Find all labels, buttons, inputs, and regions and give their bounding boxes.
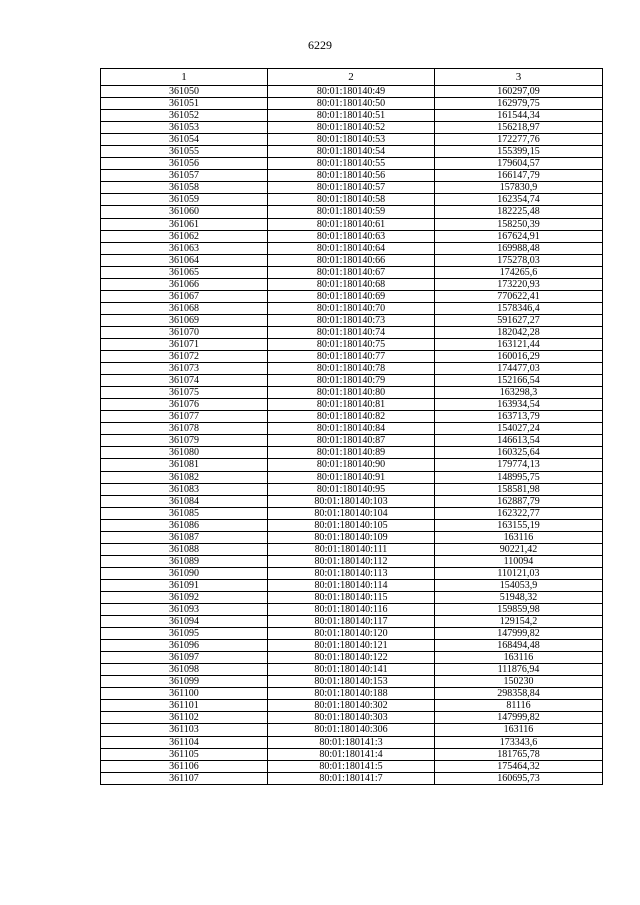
table-cell-col1: 361055: [101, 146, 268, 158]
table-cell-col2: 80:01:180140:50: [268, 98, 435, 110]
table-cell-col1: 361072: [101, 351, 268, 363]
table-cell-col2: 80:01:180140:306: [268, 724, 435, 736]
table-cell-col3: 162979,75: [435, 98, 603, 110]
table-cell-col1: 361105: [101, 748, 268, 760]
table-cell-col2: 80:01:180140:116: [268, 604, 435, 616]
table-cell-col3: 161544,34: [435, 110, 603, 122]
table-cell-col2: 80:01:180140:103: [268, 495, 435, 507]
table-cell-col1: 361052: [101, 110, 268, 122]
table-cell-col3: 770622,41: [435, 290, 603, 302]
table-cell-col3: 160016,29: [435, 351, 603, 363]
table-cell-col1: 361093: [101, 604, 268, 616]
table-row: [101, 278, 603, 290]
table-row: [101, 459, 603, 471]
table-cell-col1: 361065: [101, 266, 268, 278]
header-row: [101, 69, 603, 86]
table-cell-col1: 361057: [101, 170, 268, 182]
table-row: [101, 664, 603, 676]
table-cell-col2: 80:01:180140:84: [268, 423, 435, 435]
table-cell-col3: 156218,97: [435, 122, 603, 134]
table-cell-col1: 361107: [101, 772, 268, 784]
table-cell-col1: 361054: [101, 134, 268, 146]
table-cell-col1: 361099: [101, 676, 268, 688]
table-cell-col1: 361077: [101, 411, 268, 423]
table-cell-col3: 175464,32: [435, 760, 603, 772]
table-row: [101, 170, 603, 182]
table-row: [101, 338, 603, 350]
table-cell-col3: 146613,54: [435, 435, 603, 447]
table-row: [101, 122, 603, 134]
table-row: [101, 736, 603, 748]
table-row: [101, 411, 603, 423]
table-row: [101, 98, 603, 110]
table-cell-col2: 80:01:180140:61: [268, 218, 435, 230]
table-cell-col2: 80:01:180140:55: [268, 158, 435, 170]
table-cell-col2: 80:01:180140:122: [268, 652, 435, 664]
table-cell-col2: 80:01:180140:78: [268, 363, 435, 375]
table-cell-col2: 80:01:180140:115: [268, 591, 435, 603]
table-row: [101, 724, 603, 736]
table-cell-col1: 361062: [101, 230, 268, 242]
table-cell-col1: 361063: [101, 242, 268, 254]
table-row: [101, 700, 603, 712]
table-row: [101, 555, 603, 567]
table-cell-col3: 147999,82: [435, 712, 603, 724]
table-cell-col2: 80:01:180140:63: [268, 230, 435, 242]
table-cell-col2: 80:01:180140:188: [268, 688, 435, 700]
table-cell-col2: 80:01:180140:77: [268, 351, 435, 363]
table-cell-col2: 80:01:180140:153: [268, 676, 435, 688]
table-cell-col2: 80:01:180140:54: [268, 146, 435, 158]
table-cell-col2: 80:01:180140:141: [268, 664, 435, 676]
table-cell-col1: 361071: [101, 338, 268, 350]
table-cell-col1: 361092: [101, 591, 268, 603]
table-cell-col1: 361085: [101, 507, 268, 519]
table-row: [101, 483, 603, 495]
table-cell-col1: 361066: [101, 278, 268, 290]
table-cell-col3: 172277,76: [435, 134, 603, 146]
data-table: [100, 68, 603, 785]
table-cell-col3: 182042,28: [435, 326, 603, 338]
table-cell-col2: 80:01:180140:89: [268, 447, 435, 459]
table-cell-col3: 155399,15: [435, 146, 603, 158]
table-cell-col3: 111876,94: [435, 664, 603, 676]
table-cell-col1: 361073: [101, 363, 268, 375]
table-cell-col3: 81116: [435, 700, 603, 712]
table-cell-col3: 179774,13: [435, 459, 603, 471]
table-cell-col1: 361075: [101, 387, 268, 399]
table-cell-col3: 154027,24: [435, 423, 603, 435]
table-cell-col1: 361086: [101, 519, 268, 531]
table-cell-col1: 361095: [101, 628, 268, 640]
table-cell-col3: 168494,48: [435, 640, 603, 652]
table-cell-col1: 361080: [101, 447, 268, 459]
table-row: [101, 435, 603, 447]
table-cell-col3: 173220,93: [435, 278, 603, 290]
table-cell-col3: 157830,9: [435, 182, 603, 194]
table-cell-col2: 80:01:180140:104: [268, 507, 435, 519]
table-cell-col3: 162322,77: [435, 507, 603, 519]
table-row: [101, 242, 603, 254]
table-row: [101, 628, 603, 640]
table-cell-col1: 361102: [101, 712, 268, 724]
table-cell-col1: 361106: [101, 760, 268, 772]
table-body: [101, 86, 603, 785]
table-cell-col1: 361070: [101, 326, 268, 338]
table-row: [101, 158, 603, 170]
table-row: [101, 399, 603, 411]
table-cell-col2: 80:01:180140:73: [268, 314, 435, 326]
table-cell-col2: 80:01:180141:7: [268, 772, 435, 784]
table-header: [101, 69, 603, 86]
table-cell-col2: 80:01:180140:80: [268, 387, 435, 399]
table-cell-col1: 361087: [101, 531, 268, 543]
table-row: [101, 86, 603, 98]
table-cell-col2: 80:01:180140:49: [268, 86, 435, 98]
table-cell-col3: 51948,32: [435, 591, 603, 603]
table-cell-col3: 1578346,4: [435, 302, 603, 314]
table-row: [101, 302, 603, 314]
table-cell-col2: 80:01:180140:81: [268, 399, 435, 411]
table-row: [101, 471, 603, 483]
table-cell-col2: 80:01:180140:303: [268, 712, 435, 724]
table-row: [101, 194, 603, 206]
table-row: [101, 206, 603, 218]
table-row: [101, 519, 603, 531]
table-row: [101, 290, 603, 302]
header-cell-2: 2: [268, 69, 435, 86]
table-cell-col3: 110121,03: [435, 567, 603, 579]
table-cell-col2: 80:01:180140:58: [268, 194, 435, 206]
table-row: [101, 616, 603, 628]
table-row: [101, 507, 603, 519]
table-row: [101, 266, 603, 278]
table-row: [101, 447, 603, 459]
table-cell-col2: 80:01:180141:5: [268, 760, 435, 772]
table-cell-col3: 182225,48: [435, 206, 603, 218]
table-row: [101, 652, 603, 664]
table-row: [101, 531, 603, 543]
table-cell-col2: 80:01:180140:95: [268, 483, 435, 495]
table-row: [101, 146, 603, 158]
table-cell-col2: 80:01:180140:302: [268, 700, 435, 712]
table-cell-col1: 361101: [101, 700, 268, 712]
table-cell-col2: 80:01:180140:75: [268, 338, 435, 350]
table-cell-col3: 129154,2: [435, 616, 603, 628]
table-cell-col3: 163713,79: [435, 411, 603, 423]
table-row: [101, 579, 603, 591]
table-row: [101, 748, 603, 760]
table-row: [101, 314, 603, 326]
table-cell-col2: 80:01:180140:68: [268, 278, 435, 290]
table-cell-col1: 361068: [101, 302, 268, 314]
table-cell-col2: 80:01:180140:69: [268, 290, 435, 302]
table-cell-col2: 80:01:180140:120: [268, 628, 435, 640]
table-row: [101, 688, 603, 700]
table-cell-col2: 80:01:180140:74: [268, 326, 435, 338]
table-row: [101, 423, 603, 435]
table-cell-col2: 80:01:180140:113: [268, 567, 435, 579]
table-cell-col1: 361059: [101, 194, 268, 206]
table-row: [101, 218, 603, 230]
table-row: [101, 495, 603, 507]
table-cell-col3: 179604,57: [435, 158, 603, 170]
table-row: [101, 363, 603, 375]
table-cell-col1: 361100: [101, 688, 268, 700]
table-cell-col2: 80:01:180140:109: [268, 531, 435, 543]
table-row: [101, 387, 603, 399]
table-cell-col3: 174265,6: [435, 266, 603, 278]
table-cell-col3: 110094: [435, 555, 603, 567]
table-cell-col1: 361094: [101, 616, 268, 628]
table-cell-col2: 80:01:180140:79: [268, 375, 435, 387]
table-cell-col2: 80:01:180140:82: [268, 411, 435, 423]
table-cell-col2: 80:01:180140:67: [268, 266, 435, 278]
table-cell-col2: 80:01:180140:66: [268, 254, 435, 266]
table-cell-col1: 361083: [101, 483, 268, 495]
table-cell-col2: 80:01:180140:90: [268, 459, 435, 471]
table-cell-col3: 175278,03: [435, 254, 603, 266]
table-cell-col1: 361050: [101, 86, 268, 98]
table-cell-col1: 361097: [101, 652, 268, 664]
table-cell-col2: 80:01:180141:4: [268, 748, 435, 760]
table-cell-col3: 158250,39: [435, 218, 603, 230]
table-cell-col1: 361053: [101, 122, 268, 134]
table-cell-col2: 80:01:180140:53: [268, 134, 435, 146]
table-cell-col1: 361051: [101, 98, 268, 110]
table-cell-col1: 361069: [101, 314, 268, 326]
table-row: [101, 567, 603, 579]
table-cell-col2: 80:01:180140:117: [268, 616, 435, 628]
table-cell-col3: 163121,44: [435, 338, 603, 350]
table-cell-col1: 361090: [101, 567, 268, 579]
table-cell-col2: 80:01:180140:121: [268, 640, 435, 652]
table-row: [101, 604, 603, 616]
table-row: [101, 375, 603, 387]
table-cell-col3: 163298,3: [435, 387, 603, 399]
table-cell-col3: 167624,91: [435, 230, 603, 242]
table-row: [101, 676, 603, 688]
table-row: [101, 640, 603, 652]
table-row: [101, 772, 603, 784]
table-cell-col3: 162354,74: [435, 194, 603, 206]
table-cell-col3: 162887,79: [435, 495, 603, 507]
table-cell-col1: 361074: [101, 375, 268, 387]
table-row: [101, 134, 603, 146]
table-cell-col2: 80:01:180140:91: [268, 471, 435, 483]
table-cell-col3: 158581,98: [435, 483, 603, 495]
table-cell-col1: 361084: [101, 495, 268, 507]
table-cell-col3: 159859,98: [435, 604, 603, 616]
table-cell-col3: 166147,79: [435, 170, 603, 182]
table-cell-col3: 152166,54: [435, 375, 603, 387]
table-cell-col1: 361061: [101, 218, 268, 230]
table-cell-col3: 160325,64: [435, 447, 603, 459]
table-row: [101, 760, 603, 772]
table-row: [101, 182, 603, 194]
table-cell-col3: 181765,78: [435, 748, 603, 760]
table-cell-col2: 80:01:180140:56: [268, 170, 435, 182]
table-cell-col1: 361060: [101, 206, 268, 218]
table-cell-col2: 80:01:180140:70: [268, 302, 435, 314]
table-row: [101, 591, 603, 603]
table-cell-col1: 361103: [101, 724, 268, 736]
table-cell-col1: 361104: [101, 736, 268, 748]
table-cell-col3: 154053,9: [435, 579, 603, 591]
table-cell-col2: 80:01:180140:59: [268, 206, 435, 218]
table-cell-col1: 361064: [101, 254, 268, 266]
table-cell-col3: 173343,6: [435, 736, 603, 748]
table-cell-col2: 80:01:180141:3: [268, 736, 435, 748]
table-cell-col3: 169988,48: [435, 242, 603, 254]
table-cell-col1: 361078: [101, 423, 268, 435]
table-cell-col2: 80:01:180140:57: [268, 182, 435, 194]
table-cell-col3: 163116: [435, 531, 603, 543]
page-number: 6229: [308, 38, 332, 52]
table-cell-col3: 298358,84: [435, 688, 603, 700]
table-cell-col1: 361082: [101, 471, 268, 483]
table-cell-col3: 163155,19: [435, 519, 603, 531]
header-cell-1: 1: [101, 69, 268, 86]
table-cell-col3: 160297,09: [435, 86, 603, 98]
table-cell-col1: 361091: [101, 579, 268, 591]
header-cell-3: 3: [435, 69, 603, 86]
table-cell-col2: 80:01:180140:112: [268, 555, 435, 567]
table-cell-col2: 80:01:180140:114: [268, 579, 435, 591]
table-row: [101, 351, 603, 363]
table-cell-col1: 361096: [101, 640, 268, 652]
table-cell-col2: 80:01:180140:87: [268, 435, 435, 447]
table-cell-col1: 361079: [101, 435, 268, 447]
table-cell-col1: 361081: [101, 459, 268, 471]
table-cell-col3: 163934,54: [435, 399, 603, 411]
table-cell-col3: 163116: [435, 652, 603, 664]
table-cell-col3: 163116: [435, 724, 603, 736]
table-row: [101, 712, 603, 724]
table-cell-col2: 80:01:180140:51: [268, 110, 435, 122]
table-cell-col2: 80:01:180140:64: [268, 242, 435, 254]
table-cell-col3: 160695,73: [435, 772, 603, 784]
table-cell-col1: 361098: [101, 664, 268, 676]
table-row: [101, 326, 603, 338]
table-cell-col1: 361076: [101, 399, 268, 411]
table-row: [101, 543, 603, 555]
table-cell-col2: 80:01:180140:111: [268, 543, 435, 555]
table-cell-col2: 80:01:180140:52: [268, 122, 435, 134]
table-cell-col1: 361067: [101, 290, 268, 302]
table-cell-col1: 361056: [101, 158, 268, 170]
table-cell-col3: 150230: [435, 676, 603, 688]
table-row: [101, 110, 603, 122]
table-cell-col3: 90221,42: [435, 543, 603, 555]
table-cell-col2: 80:01:180140:105: [268, 519, 435, 531]
table-cell-col3: 591627,27: [435, 314, 603, 326]
table-row: [101, 254, 603, 266]
table-cell-col1: 361058: [101, 182, 268, 194]
table-cell-col1: 361088: [101, 543, 268, 555]
table-cell-col3: 148995,75: [435, 471, 603, 483]
table-cell-col3: 174477,03: [435, 363, 603, 375]
table-cell-col1: 361089: [101, 555, 268, 567]
table-cell-col3: 147999,82: [435, 628, 603, 640]
table-row: [101, 230, 603, 242]
